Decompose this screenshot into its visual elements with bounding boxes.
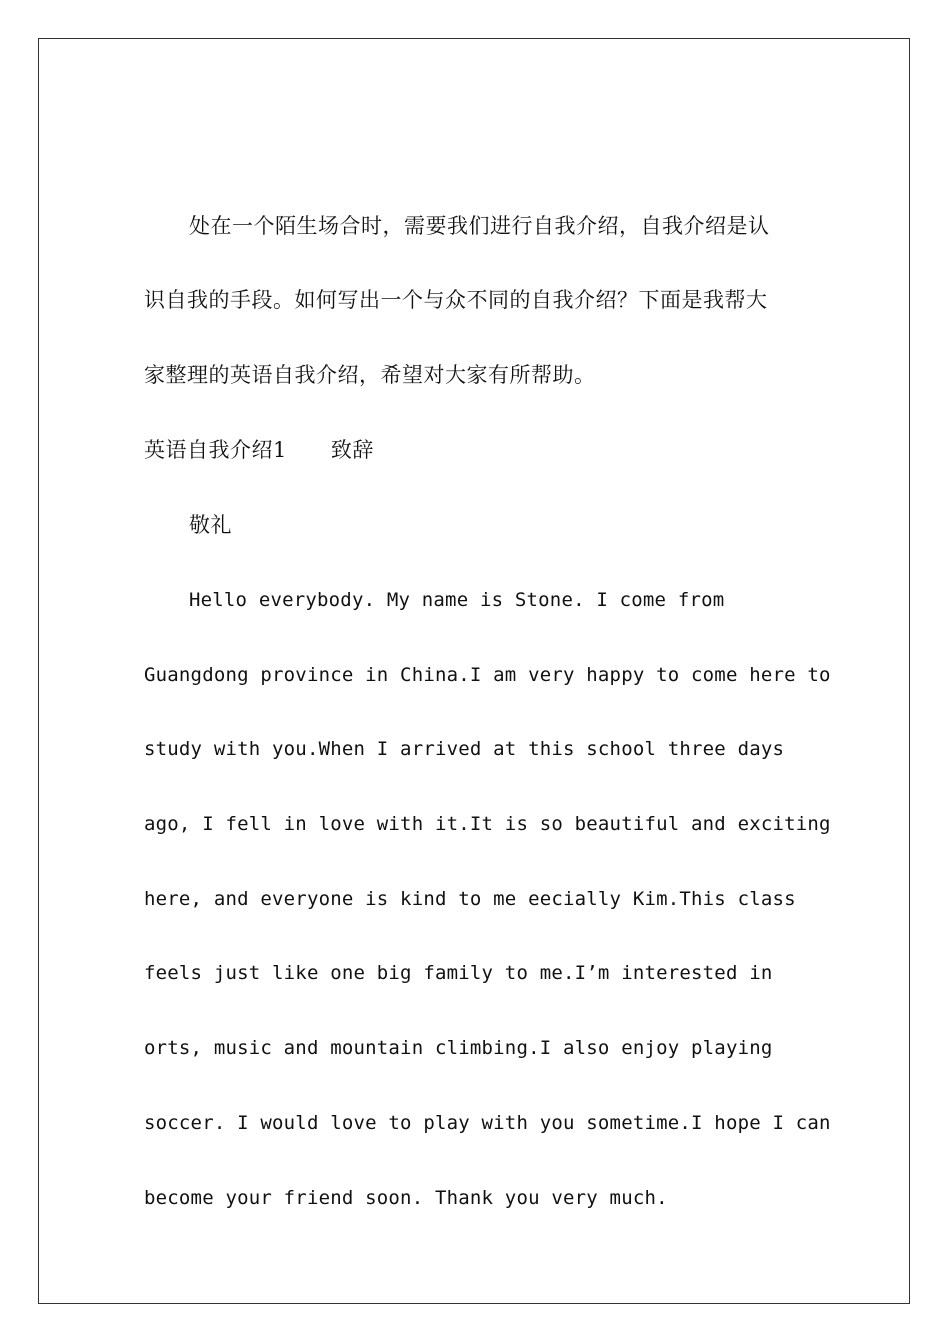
body-line-9: become your friend soon. Thank you very much. bbox=[144, 1187, 668, 1209]
section-heading bbox=[144, 436, 374, 464]
section-subtitle: 致辞 bbox=[330, 438, 374, 462]
greeting-line: 敬礼 bbox=[189, 513, 232, 537]
body-line-6: feels just like one big family to me.I’m interested in bbox=[144, 962, 773, 984]
body-line-8: soccer. I would love to play with you sometime.I hope I can bbox=[144, 1112, 831, 1134]
intro-line-3: 家整理的英语自我介绍，希望对大家有所帮助。 bbox=[144, 363, 596, 387]
intro-line-2: 识自我的手段。如何写出一个与众不同的自我介绍？下面是我帮大 bbox=[144, 288, 768, 312]
body-line-7: orts, music and mountain climbing.I also enjoy playing bbox=[144, 1037, 773, 1059]
body-line-5: here, and everyone is kind to me eecially Kim.This class bbox=[144, 888, 796, 910]
intro-line-1: 处在一个陌生场合时，需要我们进行自我介绍，自我介绍是认 bbox=[189, 214, 770, 238]
body-line-2: Guangdong province in China.I am very happy to come here to bbox=[144, 664, 831, 686]
body-line-4: ago, I fell in love with it.It is so beautiful and exciting bbox=[144, 813, 831, 835]
body-line-1: Hello everybody. My name is Stone. I come from bbox=[189, 589, 725, 611]
section-title: 英语自我介绍1 bbox=[144, 438, 287, 462]
body-line-3: study with you.When I arrived at this school three days bbox=[144, 738, 785, 760]
